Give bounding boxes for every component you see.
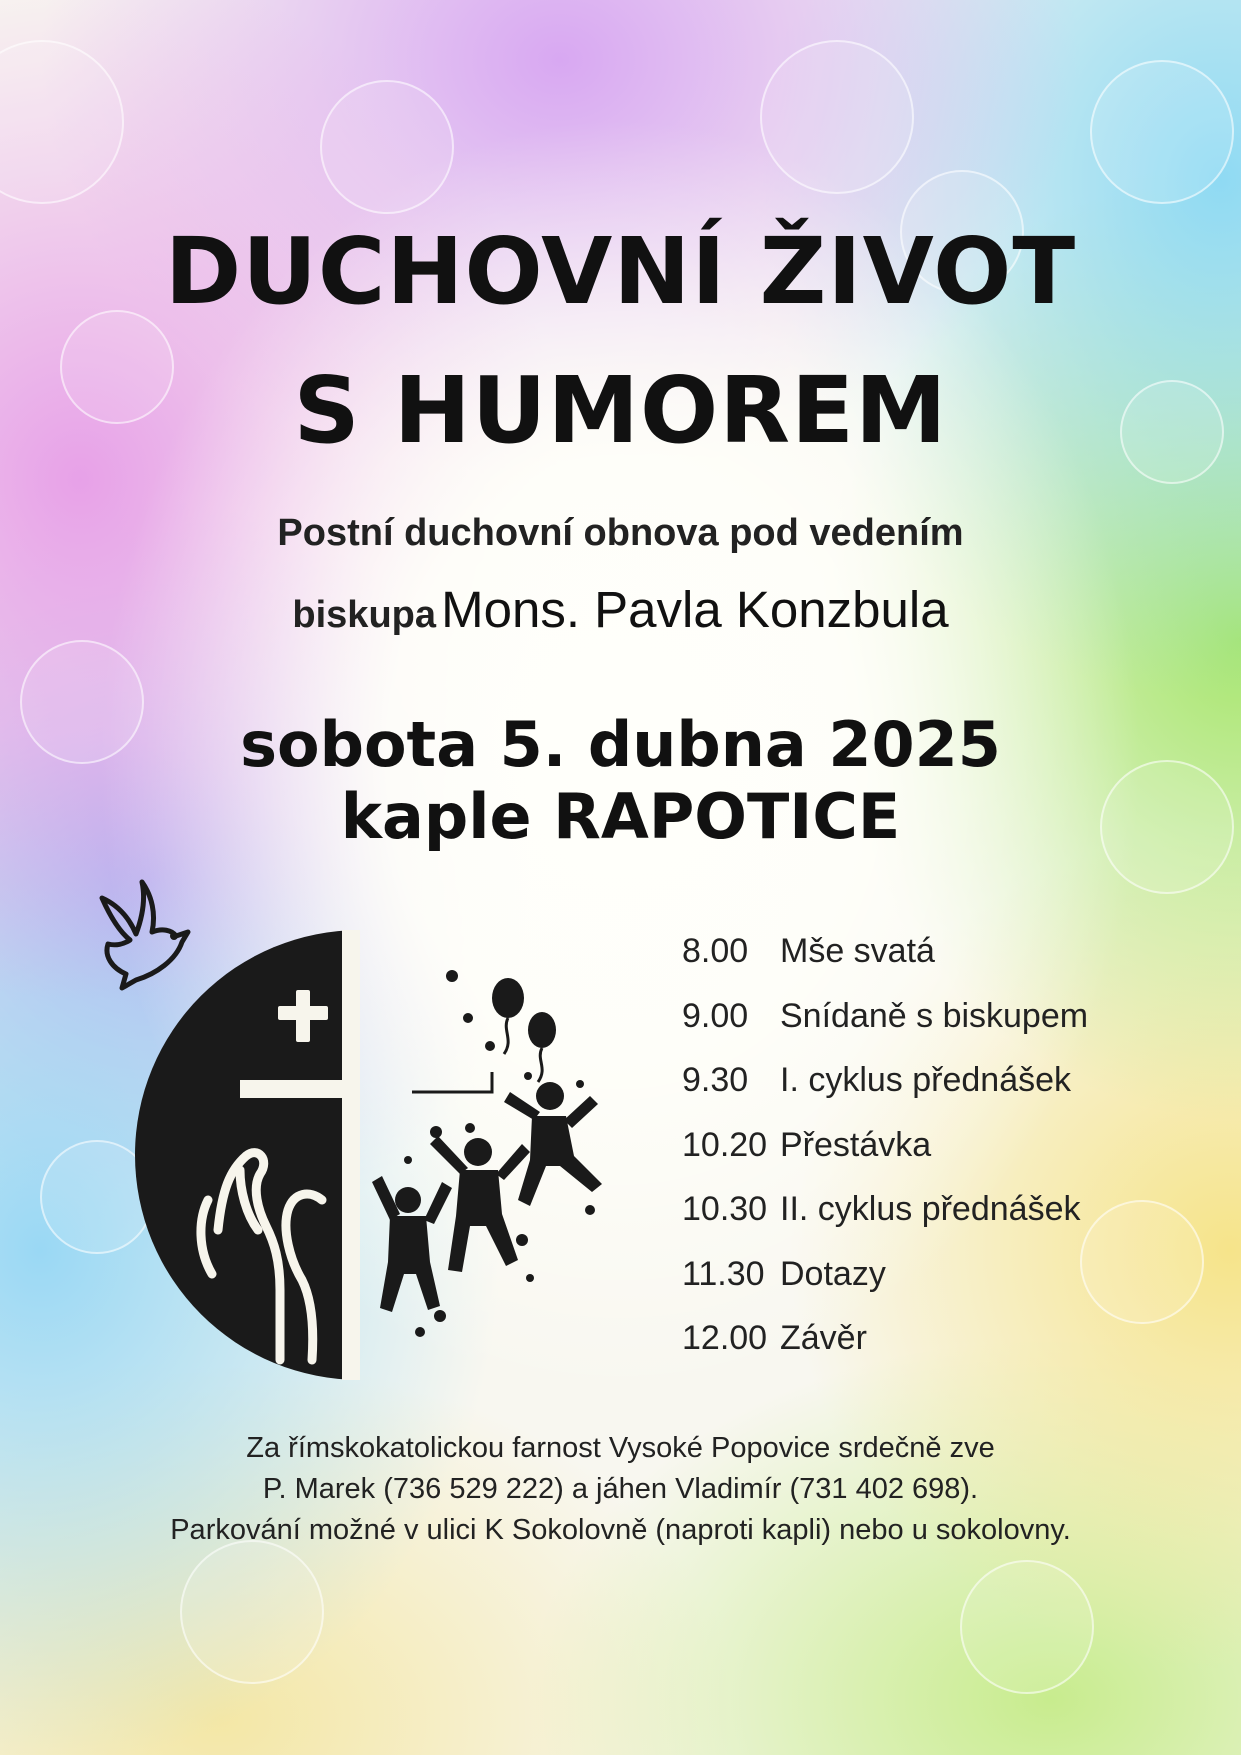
schedule-row xyxy=(682,1120,1088,1185)
bishop-prefix: biskupa xyxy=(292,594,437,636)
bishop-name: Mons. Pavla Konzbula xyxy=(441,581,949,638)
schedule-item: I. cyklus přednášek xyxy=(780,1061,1072,1099)
cross-hands-joy-logo xyxy=(90,870,650,1390)
schedule-row xyxy=(682,991,1088,1056)
schedule-time: 10.30 xyxy=(682,1190,768,1228)
schedule-item: Závěr xyxy=(780,1319,867,1357)
event-date: sobota 5. dubna 2025 xyxy=(240,708,1001,781)
schedule-time: 9.00 xyxy=(682,996,749,1035)
schedule-row xyxy=(682,926,1088,991)
schedule-item: Snídaně s biskupem xyxy=(780,996,1089,1035)
schedule-row xyxy=(682,1249,1088,1314)
schedule-item: Přestávka xyxy=(780,1125,932,1164)
title-line-1: DUCHOVNÍ ŽIVOT xyxy=(164,218,1077,325)
schedule-item: II. cyklus přednášek xyxy=(780,1190,1081,1228)
schedule-time: 12.00 xyxy=(682,1319,768,1357)
event-place: kaple RAPOTICE xyxy=(340,780,901,853)
schedule-item: Mše svatá xyxy=(780,932,935,970)
schedule-time: 11.30 xyxy=(682,1254,765,1293)
dove-icon xyxy=(102,882,188,988)
schedule-list xyxy=(682,926,1088,1378)
schedule-time: 8.00 xyxy=(682,932,749,970)
schedule-row xyxy=(682,1184,1088,1249)
footer-line-3: Parkování možné v ulici K Sokolovně (naproti kapli) nebo u sokolovny. xyxy=(170,1514,1071,1546)
schedule-row xyxy=(682,1313,1088,1378)
schedule-row xyxy=(682,1055,1088,1120)
schedule-item: Dotazy xyxy=(780,1254,886,1293)
schedule-time: 10.20 xyxy=(682,1125,768,1164)
footer-line-1: Za římskokatolickou farnost Vysoké Popovice srdečně zve xyxy=(246,1432,995,1464)
bishop-line xyxy=(0,580,1241,639)
subtitle: Postní duchovní obnova pod vedením xyxy=(277,512,964,554)
footer xyxy=(0,1428,1241,1551)
footer-line-2: P. Marek (736 529 222) a jáhen Vladimír (731 402 698). xyxy=(262,1473,979,1505)
schedule-time: 9.30 xyxy=(682,1061,749,1099)
title-line-2: S HUMOREM xyxy=(293,357,948,464)
